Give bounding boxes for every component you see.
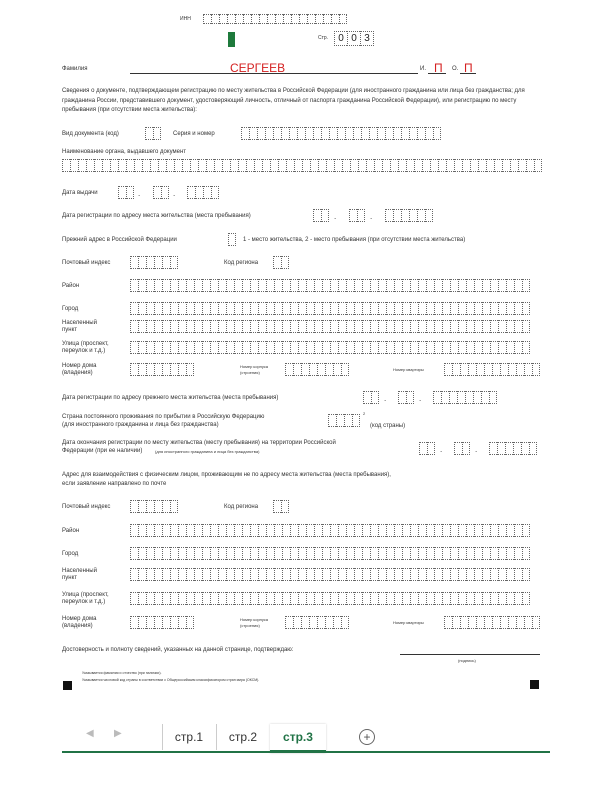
footnote-1: Указывается фамилия и отчество (при наличии). <box>82 671 162 675</box>
end-date-label-1: Дата окончания регистрации по месту жительства (месту пребывания) на территории Российской <box>62 440 336 446</box>
alt-district-label: Район <box>62 528 80 534</box>
country-code-label: (код страны) <box>370 423 406 429</box>
region-label: Код региона <box>224 260 259 266</box>
reg-date-day[interactable] <box>313 209 329 222</box>
initial-o-value[interactable]: П <box>464 61 473 75</box>
prev-reg-date-label: Дата регистрации по адресу прежнего места жительства (места пребывания) <box>62 395 279 401</box>
house-cells[interactable] <box>130 363 194 376</box>
country-label-2: (для иностранного гражданина и лица без гражданства) <box>62 422 219 428</box>
building-label-2: (строения) <box>240 370 260 375</box>
alt-street-label-1: Улица (проспект, <box>62 592 109 598</box>
alt-locality-label-2: пункт <box>62 575 78 581</box>
alt-region-cells[interactable] <box>273 500 289 513</box>
postcode-cells[interactable] <box>130 256 178 269</box>
signature-caption: (подпись) <box>458 658 476 663</box>
alt-apartment-cells[interactable] <box>444 616 540 629</box>
prev-reg-date-day[interactable] <box>363 391 379 404</box>
alt-address-intro-1: Адрес для взаимодействия с физическим лицом, проживающим не по адресу места жительства (места пребывания), <box>62 472 391 478</box>
locality-cells[interactable] <box>130 320 530 333</box>
surname-label: Фамилия <box>62 66 88 72</box>
alt-locality-cells[interactable] <box>130 568 530 581</box>
initial-i-label: И. <box>420 66 426 72</box>
city-cells[interactable] <box>130 302 530 315</box>
postcode-label: Почтовый индекс <box>62 260 111 266</box>
reg-date-label: Дата регистрации по адресу места жительства (места пребывания) <box>62 213 251 219</box>
footnote-2: Указывается числовой код страны в соответствии с Общероссийским классификатором стран мира (ОКСМ). <box>82 678 260 682</box>
inn-label: ИНН <box>180 16 191 22</box>
tab-scroll-right-icon[interactable]: ▶ <box>114 728 122 739</box>
alt-street-label-2: переулок и т.д.) <box>62 599 106 605</box>
region-cells[interactable] <box>273 256 289 269</box>
page-number-cells: 0 0 3 <box>334 31 374 46</box>
locality-label-2: пункт <box>62 327 78 333</box>
authority-label: Наименование органа, выдавшего документ <box>62 149 187 155</box>
add-sheet-icon[interactable]: + <box>359 729 375 745</box>
alt-city-cells[interactable] <box>130 547 530 560</box>
country-footnote-mark: 2 <box>363 411 366 416</box>
prev-reg-date-year[interactable] <box>433 391 497 404</box>
alt-city-label: Город <box>62 551 79 557</box>
page-label: Стр. <box>318 35 329 41</box>
alt-building-label-1: Номер корпуса <box>240 617 269 622</box>
issue-date-month[interactable] <box>153 186 169 199</box>
end-date-label-3: (для иностранного гражданина и лица без гражданства) <box>155 449 260 454</box>
alt-house-cells[interactable] <box>130 616 194 629</box>
alt-building-cells[interactable] <box>285 616 349 629</box>
tab-page-1[interactable]: стр.1 <box>162 724 215 750</box>
tab-bar-underline <box>62 751 550 753</box>
reg-date-month[interactable] <box>349 209 365 222</box>
surname-value[interactable]: СЕРГЕЕВ <box>230 61 286 75</box>
alt-street-cells[interactable] <box>130 592 530 605</box>
alt-apartment-label: Номер квартиры <box>393 620 424 625</box>
alt-house-label-1: Номер дома <box>62 616 97 622</box>
end-date-year[interactable] <box>489 442 537 455</box>
reg-date-year[interactable] <box>385 209 433 222</box>
country-label-1: Страна постоянного проживания по прибытии в Российскую Федерацию <box>62 414 265 420</box>
prev-reg-date-month[interactable] <box>398 391 414 404</box>
alt-region-label: Код региона <box>224 504 259 510</box>
end-date-label-2: Федерации (при ее наличии) <box>62 448 143 454</box>
signature-line <box>400 654 540 655</box>
house-label-1: Номер дома <box>62 363 97 369</box>
alt-locality-label-1: Населенный <box>62 568 97 574</box>
building-cells[interactable] <box>285 363 349 376</box>
apartment-label: Номер квартиры <box>393 367 424 372</box>
confirm-text: Достоверность и полноту сведений, указанных на данной странице, подтверждаю: <box>62 647 294 653</box>
street-label-1: Улица (проспект, <box>62 341 109 347</box>
doc-series-cells[interactable] <box>241 127 441 140</box>
tab-page-2[interactable]: стр.2 <box>216 724 269 750</box>
alt-district-cells[interactable] <box>130 524 530 537</box>
tab-page-3[interactable]: стр.3 <box>270 724 326 753</box>
issue-date-label: Дата выдачи <box>62 190 98 196</box>
prev-address-cell[interactable] <box>228 233 236 246</box>
sheet-tab-bar <box>0 722 600 752</box>
alt-building-label-2: (строения) <box>240 623 260 628</box>
end-date-month[interactable] <box>454 442 470 455</box>
alignment-marker-right <box>530 680 539 689</box>
prev-address-label: Прежний адрес в Российской Федерации <box>62 237 177 243</box>
locality-label-1: Населенный <box>62 320 97 326</box>
initial-o-label: О. <box>452 66 459 72</box>
selection-cursor <box>228 32 235 47</box>
house-label-2: (владения) <box>62 370 93 376</box>
tab-scroll-left-icon[interactable]: ◀ <box>86 728 94 739</box>
apartment-cells[interactable] <box>444 363 540 376</box>
initial-i-value[interactable]: П <box>434 61 443 75</box>
alt-postcode-cells[interactable] <box>130 500 178 513</box>
alt-postcode-label: Почтовый индекс <box>62 504 111 510</box>
district-label: Район <box>62 283 80 289</box>
issue-date-day[interactable] <box>118 186 134 199</box>
country-cells[interactable] <box>328 414 360 427</box>
building-label-1: Номер корпуса <box>240 364 269 369</box>
issue-date-year[interactable] <box>187 186 219 199</box>
doc-type-cells[interactable] <box>145 127 161 140</box>
district-cells[interactable] <box>130 279 530 292</box>
doc-type-label: Вид документа (код) <box>62 131 119 137</box>
alt-address-intro-2: если заявление направлено по почте <box>62 481 167 487</box>
form-page: ИНН Стр. 0 0 3 Фамилия СЕРГЕЕВ И. П О. П Сведения о документе, подтверждающем регистрацию по месту жительства в Российской Федерации (для иностранного гражданина или лица без гражданства; для гражданина России, представившего документ, удостоверяющий личность, отличный от паспорта гражданина Российской Федерации), или регистрацию по месту пребывания (при отсутствии места жительства): Вид документа (код) Серия и номер Наименование органа, выдавшего документ Дата выдачи . . Дата регистрации по адресу места жительства (места пребывания) . . Прежний адрес в Российской Федерации 1 - место жительства, 2 - место пребывания (при отсутствии места жительства) Почтовый индекс Код региона Район Город Населенный пункт Улица (проспект, переулок и т.д.) Номер дома (владения) Номер корпуса (строения) Номер квартиры Дата регистрации по адресу прежнего места жительства (места пребывания) . . Страна постоянного проживания по прибытии в Российскую Федерацию (для иностранного гражданина и лица без гражданства) 2 (код страны) Дата окончания регистрации по месту жительства (месту пребывания) на территории Российской Федерации (при ее наличии) (для иностранного гражданина и лица без гражданства) . . Адрес для взаимодействия с физическим лицом, проживающим не по адресу места жительства (места пребывания), если заявление направлено по почте Почтовый индекс Код региона Район Город Населенный пункт Улица (проспект, переулок и т.д.) Номер дома (владения) Номер корпуса (строения) Номер квартиры Достоверность и полноту сведений, указанных на данной странице, подтверждаю: (подпись) Указывается фамилия и отчество (при наличии). Указывается числовой код страны в соответствии с Общероссийским классификатором стран мира (ОКСМ). <box>0 0 600 720</box>
city-label: Город <box>62 306 79 312</box>
alignment-marker-left <box>63 681 72 690</box>
alt-house-label-2: (владения) <box>62 623 93 629</box>
doc-series-label: Серия и номер <box>173 131 215 137</box>
end-date-day[interactable] <box>419 442 435 455</box>
inn-cells[interactable] <box>203 14 347 24</box>
street-label-2: переулок и т.д.) <box>62 348 106 354</box>
street-cells[interactable] <box>130 341 530 354</box>
prev-address-hint: 1 - место жительства, 2 - место пребывания (при отсутствии места жительства) <box>243 237 466 243</box>
authority-cells[interactable] <box>62 159 542 172</box>
doc-intro-text: Сведения о документе, подтверждающем регистрацию по месту жительства в Российской Федерации (для иностранного гражданина или лица без гражданства; для гражданина России, представившего документ, удостоверяющий личность, отличный от паспорта гражданина Российской Федерации), или регистрацию по месту пребывания (при отсутствии места жительства): <box>62 88 525 113</box>
